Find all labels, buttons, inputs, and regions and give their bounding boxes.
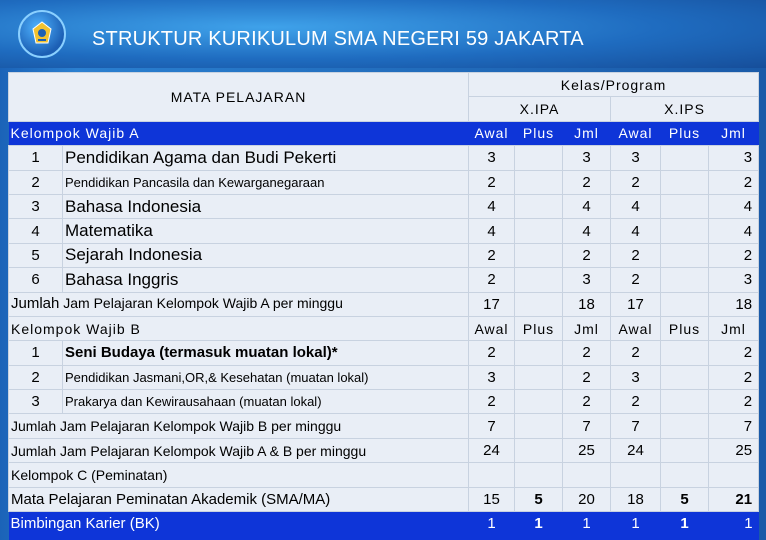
ipa-awal-total: 7 — [469, 414, 515, 438]
ips-plus — [661, 341, 709, 365]
row-number: 3 — [9, 194, 63, 218]
x-ips-header: X.IPS — [611, 97, 759, 121]
subject-name: Pendidikan Pancasila dan Kewarganegaraan — [63, 170, 469, 194]
ipa-plus — [515, 194, 563, 218]
ips-plus — [661, 146, 709, 170]
ips-jml: 1 — [709, 512, 759, 536]
empty-cell — [709, 463, 759, 487]
table-row — [9, 146, 759, 170]
group-a-header-row — [9, 121, 759, 145]
ips-plus: 1 — [661, 512, 709, 536]
ips-jml: 2 — [709, 365, 759, 389]
ipa-jml: 20 — [563, 487, 611, 511]
ips-jml-total: 25 — [709, 438, 759, 462]
table-row — [9, 243, 759, 267]
ips-plus — [661, 194, 709, 218]
ips-plus — [661, 390, 709, 414]
ips-jml: 2 — [709, 341, 759, 365]
col-jml: Jml — [709, 316, 759, 340]
ipa-plus — [515, 365, 563, 389]
ipa-awal: 3 — [469, 365, 515, 389]
total-label-bold: Jumlah — [11, 295, 60, 313]
ipa-plus-total — [515, 414, 563, 438]
mata-pelajaran-header: MATA PELAJARAN — [9, 73, 469, 122]
subject-name: Pendidikan Agama dan Budi Pekerti — [63, 146, 469, 170]
row-number: 5 — [9, 243, 63, 267]
ips-plus-total — [661, 438, 709, 462]
ipa-jml: 1 — [563, 512, 611, 536]
subject-name: Matematika — [63, 219, 469, 243]
col-plus: Plus — [515, 316, 563, 340]
group-a-total-label — [9, 292, 469, 316]
col-jml: Jml — [563, 316, 611, 340]
ips-awal: 3 — [611, 146, 661, 170]
ips-jml: 4 — [709, 219, 759, 243]
ips-awal: 3 — [611, 365, 661, 389]
group-b-total-row — [9, 414, 759, 438]
ipa-jml: 2 — [563, 243, 611, 267]
subject-name: Seni Budaya (termasuk muatan lokal)* — [63, 341, 469, 365]
ipa-awal: 2 — [469, 341, 515, 365]
table-row — [9, 390, 759, 414]
ipa-jml: 3 — [563, 268, 611, 292]
ipa-awal: 3 — [469, 146, 515, 170]
empty-cell — [469, 463, 515, 487]
ipa-plus: 1 — [515, 512, 563, 536]
ips-plus — [661, 268, 709, 292]
ips-plus — [661, 170, 709, 194]
ips-jml: 3 — [709, 146, 759, 170]
ipa-plus-total — [515, 292, 563, 316]
ipa-jml: 4 — [563, 219, 611, 243]
peminatan-row — [9, 487, 759, 511]
x-ipa-header: X.IPA — [469, 97, 611, 121]
group-b-label: Kelompok Wajib B — [9, 316, 469, 340]
ipa-plus — [515, 243, 563, 267]
page-title: STRUKTUR KURIKULUM SMA NEGERI 59 JAKARTA — [92, 28, 584, 50]
ipa-plus — [515, 341, 563, 365]
ipa-plus — [515, 390, 563, 414]
ipa-jml: 2 — [563, 390, 611, 414]
ipa-awal: 2 — [469, 170, 515, 194]
empty-cell — [661, 463, 709, 487]
ips-plus: 5 — [661, 487, 709, 511]
group-a-label: Kelompok Wajib A — [9, 121, 469, 145]
ipa-awal-total: 17 — [469, 292, 515, 316]
subject-name: Prakarya dan Kewirausahaan (muatan lokal) — [63, 390, 469, 414]
ipa-awal: 4 — [469, 194, 515, 218]
ipa-plus: 5 — [515, 487, 563, 511]
ips-awal: 2 — [611, 390, 661, 414]
ipa-awal: 15 — [469, 487, 515, 511]
ips-awal: 4 — [611, 194, 661, 218]
ips-jml-total: 7 — [709, 414, 759, 438]
group-b-header-row — [9, 316, 759, 340]
bk-label: Bimbingan Karier (BK) — [9, 512, 469, 536]
bk-row — [9, 512, 759, 536]
table-row — [9, 170, 759, 194]
table-row — [9, 194, 759, 218]
col-awal: Awal — [469, 316, 515, 340]
col-awal: Awal — [469, 121, 515, 145]
curriculum-table — [8, 72, 759, 540]
group-c-label: Kelompok C (Peminatan) — [9, 463, 469, 487]
ips-jml: 21 — [709, 487, 759, 511]
ipa-awal: 4 — [469, 219, 515, 243]
ips-plus — [661, 243, 709, 267]
ips-plus — [661, 219, 709, 243]
col-plus: Plus — [661, 316, 709, 340]
cut-off-cell — [9, 536, 759, 540]
ips-jml: 2 — [709, 243, 759, 267]
subject-name: Pendidikan Jasmani,OR,& Kesehatan (muatan lokal) — [63, 365, 469, 389]
ipa-plus — [515, 146, 563, 170]
row-number: 3 — [9, 390, 63, 414]
empty-cell — [563, 463, 611, 487]
table-row — [9, 219, 759, 243]
ips-awal: 2 — [611, 268, 661, 292]
total-ab-label: Jumlah Jam Pelajaran Kelompok Wajib A & B per minggu — [9, 438, 469, 462]
ips-awal: 1 — [611, 512, 661, 536]
ips-jml: 3 — [709, 268, 759, 292]
ips-awal-total: 7 — [611, 414, 661, 438]
subject-name: Sejarah Indonesia — [63, 243, 469, 267]
ips-awal: 4 — [611, 219, 661, 243]
ipa-awal: 1 — [469, 512, 515, 536]
row-number: 1 — [9, 146, 63, 170]
ips-awal-total: 24 — [611, 438, 661, 462]
ipa-awal-total: 24 — [469, 438, 515, 462]
ipa-awal: 2 — [469, 243, 515, 267]
ipa-plus-total — [515, 438, 563, 462]
table-row — [9, 365, 759, 389]
ips-awal: 2 — [611, 341, 661, 365]
ipa-plus — [515, 219, 563, 243]
row-number: 1 — [9, 341, 63, 365]
header-row-1 — [9, 73, 759, 97]
ipa-jml: 2 — [563, 170, 611, 194]
subject-name: Bahasa Indonesia — [63, 194, 469, 218]
col-jml: Jml — [709, 121, 759, 145]
ips-jml: 2 — [709, 390, 759, 414]
group-b-total-label: Jumlah Jam Pelajaran Kelompok Wajib B per minggu — [9, 414, 469, 438]
total-ab-row — [9, 438, 759, 462]
table-row — [9, 341, 759, 365]
ipa-jml-total: 25 — [563, 438, 611, 462]
empty-cell — [515, 463, 563, 487]
col-awal: Awal — [611, 316, 661, 340]
ips-awal: 2 — [611, 170, 661, 194]
slide-header — [0, 0, 766, 68]
row-number: 2 — [9, 170, 63, 194]
kelas-program-header: Kelas/Program — [469, 73, 759, 97]
ips-plus-total — [661, 292, 709, 316]
col-jml: Jml — [563, 121, 611, 145]
ipa-jml: 2 — [563, 341, 611, 365]
ips-awal: 2 — [611, 243, 661, 267]
col-plus: Plus — [515, 121, 563, 145]
ips-awal: 18 — [611, 487, 661, 511]
col-awal: Awal — [611, 121, 661, 145]
ips-jml: 4 — [709, 194, 759, 218]
row-number: 6 — [9, 268, 63, 292]
ipa-jml: 4 — [563, 194, 611, 218]
ips-plus-total — [661, 414, 709, 438]
group-c-header-row — [9, 463, 759, 487]
total-label-rest: Jam Pelajaran Kelompok Wajib A per minggu — [59, 295, 343, 312]
group-a-total-row — [9, 292, 759, 316]
col-plus: Plus — [661, 121, 709, 145]
subject-name: Bahasa Inggris — [63, 268, 469, 292]
ipa-jml: 3 — [563, 146, 611, 170]
ipa-jml-total: 7 — [563, 414, 611, 438]
ipa-plus — [515, 170, 563, 194]
ipa-jml: 2 — [563, 365, 611, 389]
ips-jml: 2 — [709, 170, 759, 194]
empty-cell — [611, 463, 661, 487]
ipa-plus — [515, 268, 563, 292]
tut-wuri-handayani-logo-icon — [18, 10, 66, 58]
row-number: 2 — [9, 365, 63, 389]
ipa-jml-total: 18 — [563, 292, 611, 316]
ips-awal-total: 17 — [611, 292, 661, 316]
row-number: 4 — [9, 219, 63, 243]
table-row — [9, 268, 759, 292]
peminatan-label: Mata Pelajaran Peminatan Akademik (SMA/MA) — [9, 487, 469, 511]
ipa-awal: 2 — [469, 268, 515, 292]
ips-plus — [661, 365, 709, 389]
ipa-awal: 2 — [469, 390, 515, 414]
ips-jml-total: 18 — [709, 292, 759, 316]
cut-off-row — [9, 536, 759, 540]
